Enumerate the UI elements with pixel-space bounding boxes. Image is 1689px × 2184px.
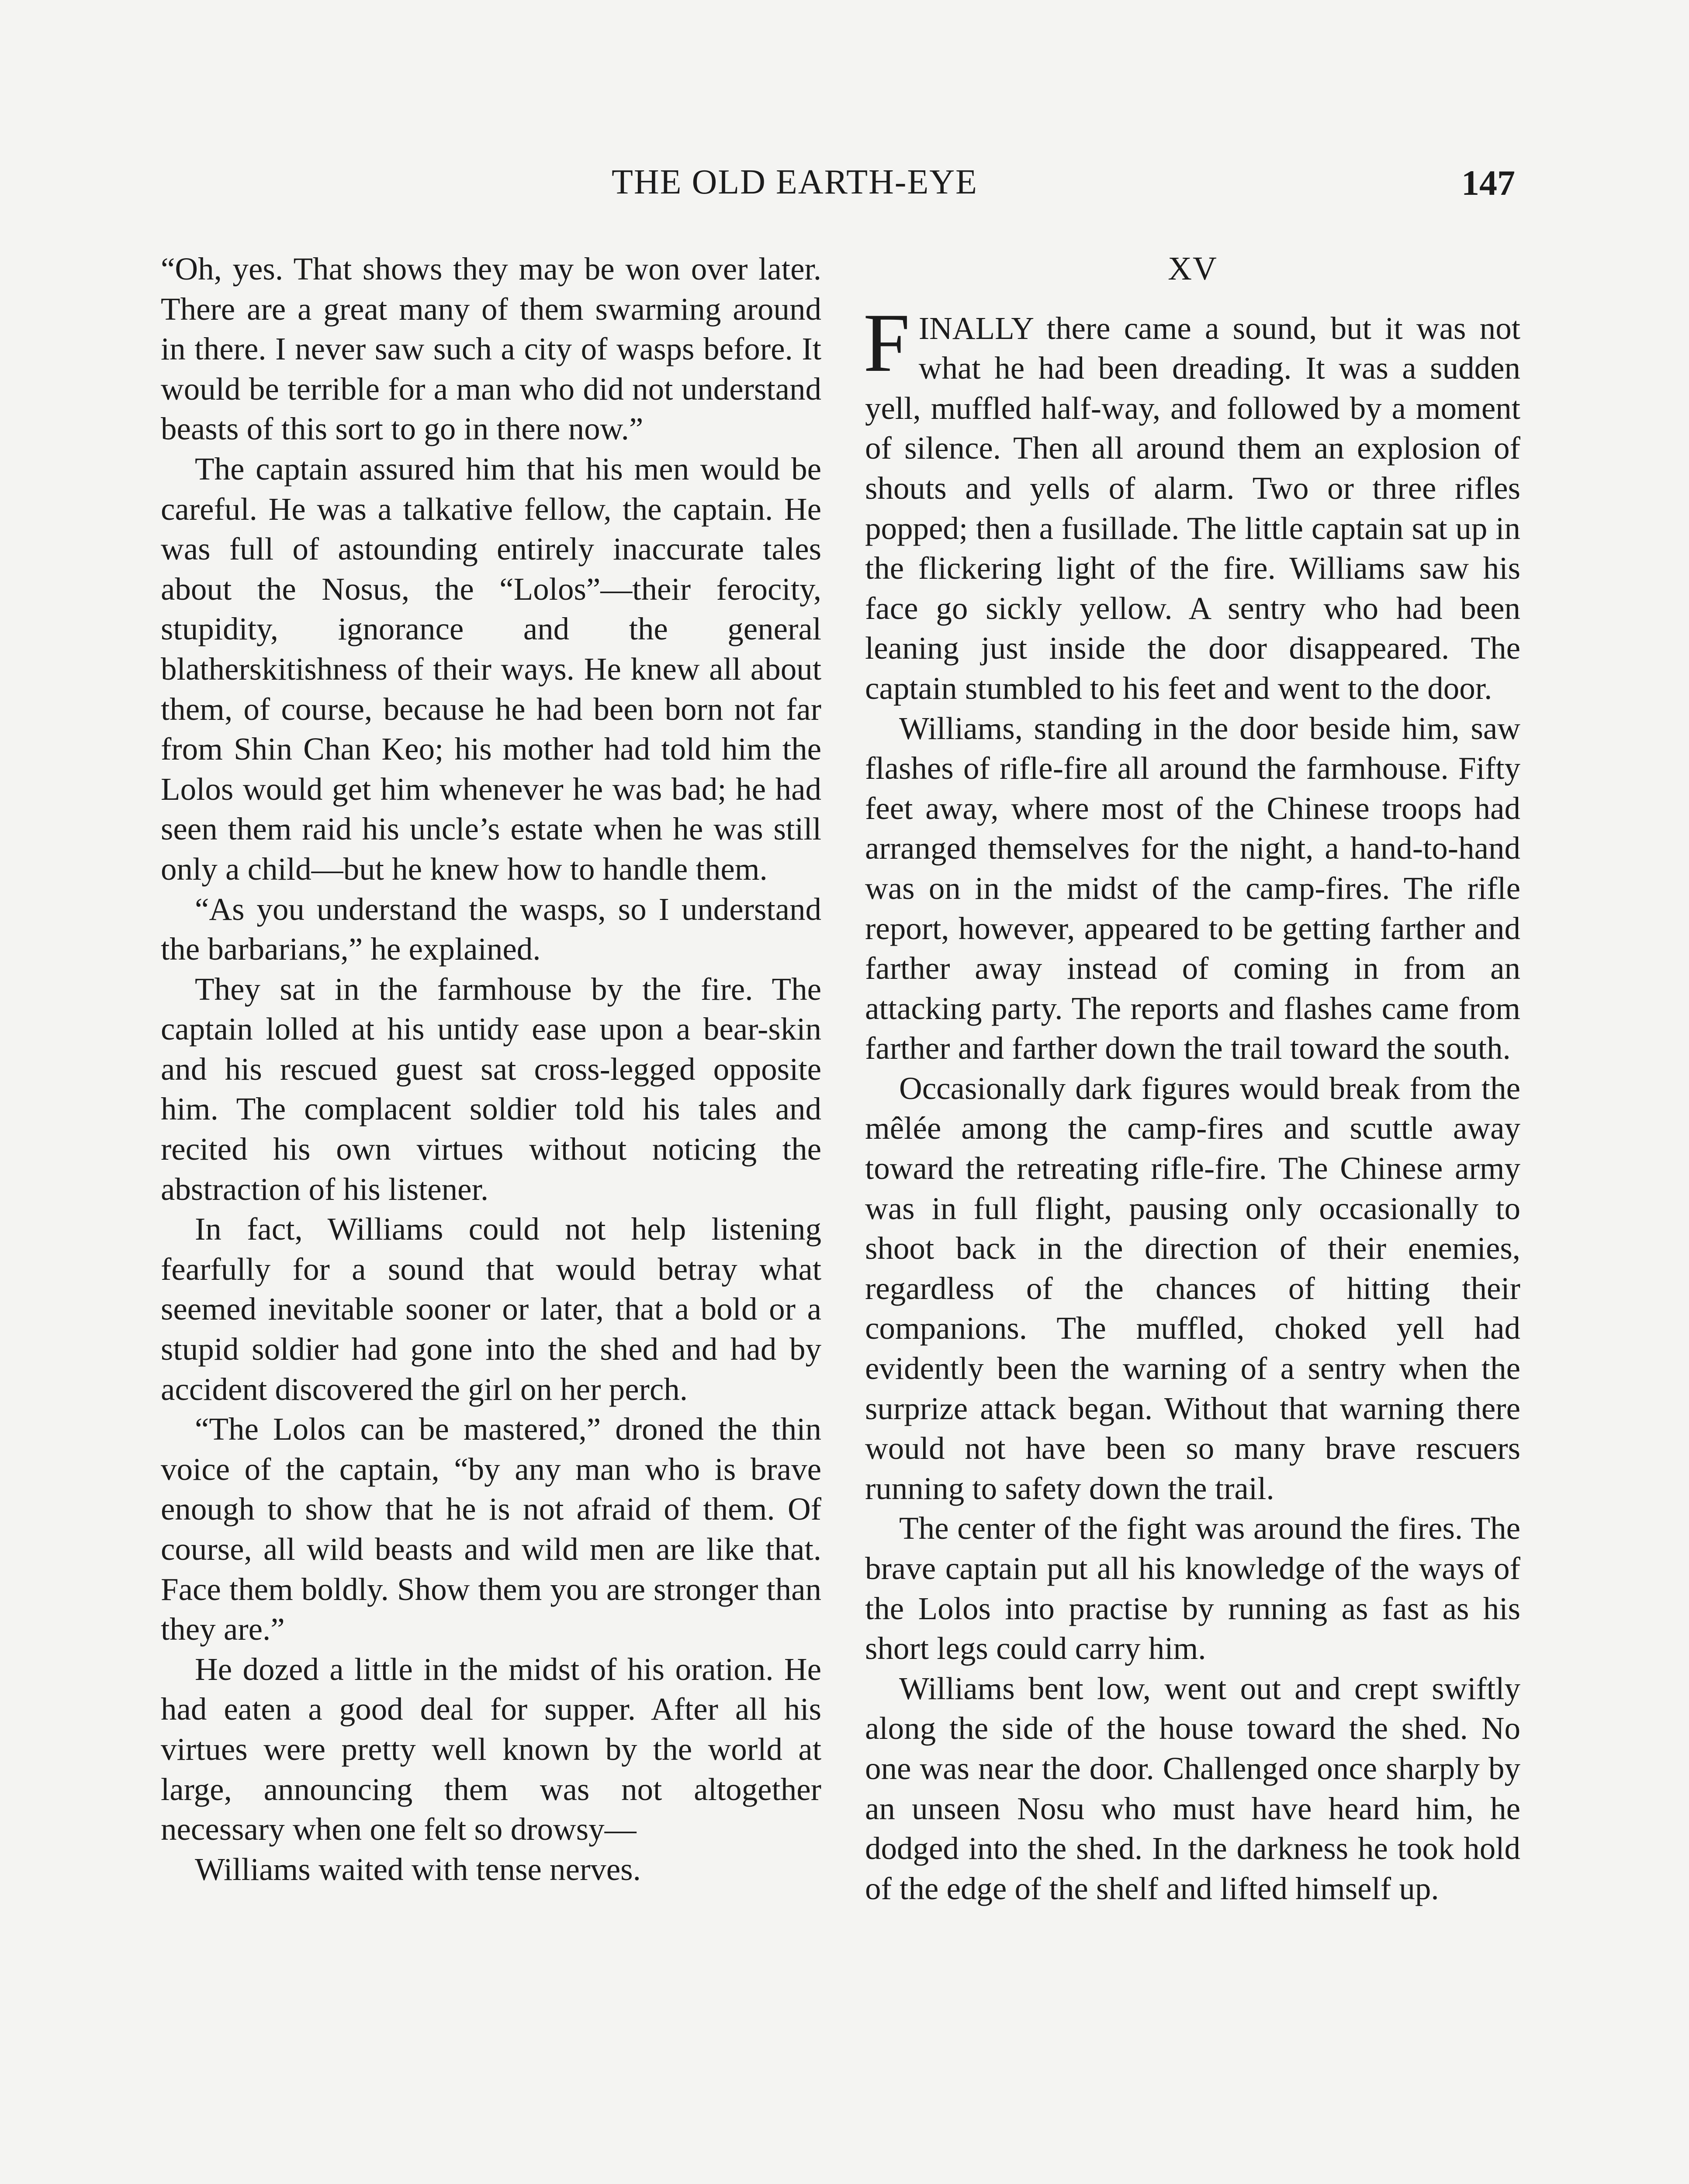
paragraph: The captain assured him that his men would be careful. He was a talkative fellow, the captain. He was full of astounding entirely inaccurate tales about the Nosus, the “Lolos”—their ferocity, stupidity, ignorance and the general blatherskitishness of their ways. He knew all about them, of course, because he had been born not far from Shin Chan Keo; his mother had told him the Lolos would get him whenever he was bad; he had seen them raid his uncle’s estate when he was still only a child—but he knew how to handle them. — [161, 451, 821, 887]
paragraph: They sat in the farmhouse by the fire. The captain lolled at his untidy ease upon a bear-skin and his rescued guest sat cross-legged opposite him. The complacent soldier told his tales and recited his own virtues without noticing the abstraction of his listener. — [161, 971, 821, 1207]
paragraph: The center of the fight was around the fires. The brave captain put all his knowledge of the ways of the Lolos into practise by running as fast as his short legs could carry him. — [865, 1510, 1520, 1666]
chapter-number: XV — [1168, 250, 1218, 287]
paragraph: In fact, Williams could not help listening fearfully for a sound that would betray what seemed inevitable sooner or later, that a bold or a stupid soldier had gone into the shed and had by accident discovered the girl on her perch. — [161, 1211, 821, 1407]
running-title: THE OLD EARTH-EYE — [612, 163, 978, 201]
left-column — [161, 249, 821, 1889]
paragraph: Williams, standing in the door beside him, saw flashes of rifle-fire all around the farmhouse. Fifty feet away, where most of the Chinese troops had arranged themselves for the night, a hand-to-hand was on in the midst of the camp-fires. The rifle report, however, appeared to be getting farther and farther away instead of coming in from an attacking party. The reports and flashes came from farther and farther down the trail toward the south. — [865, 710, 1520, 1066]
right-column — [865, 249, 1520, 1908]
drop-cap: F — [863, 296, 910, 389]
opening-paragraph-text: INALLY there came a sound, but it was not what he had been dreading. It was a sudden yell, muffled half-way, and followed by a moment of silence. Then all around them an explosion of shouts and yells of alarm. Two or three rifles popped; then a fusillade. The little captain sat up in the flickering light of the fire. Williams saw his face go sickly yellow. A sentry who had been leaning just inside the door disappeared. The captain stumbled to his feet and went to the door. — [865, 310, 1520, 706]
paragraph: “As you understand the wasps, so I understand the barbarians,” he explained. — [161, 891, 821, 967]
paragraph: “Oh, yes. That shows they may be won over later. There are a great many of them swarming around in there. I never saw such a city of wasps before. It would be terrible for a man who did not understand beasts of this sort to go in there now.” — [161, 251, 821, 447]
paragraph: “The Lolos can be mastered,” droned the thin voice of the captain, “by any man who is brave enough to show that he is not afraid of them. Of course, all wild beasts and wild men are like that. Face them boldly. Show them you are stronger than they are.” — [161, 1411, 821, 1647]
paragraph: Williams bent low, went out and crept swiftly along the side of the house toward the shed. No one was near the door. Challenged once sharply by an unseen Nosu who must have heard him, he dodged into the shed. In the darkness he took hold of the edge of the shelf and lifted himself up. — [865, 1670, 1520, 1906]
paragraph: Occasionally dark figures would break from the mêlée among the camp-fires and scuttle away toward the retreating rifle-fire. The Chinese army was in full flight, pausing only occasionally to shoot back in the direction of their enemies, regardless of the chances of hitting their companions. The muffled, choked yell had evidently been the warning of a sentry when the surprize attack began. Without that warning there would not have been so many brave rescuers running to safety down the trail. — [865, 1070, 1520, 1506]
page-number: 147 — [1461, 163, 1515, 203]
paragraph: Williams waited with tense nerves. — [195, 1851, 641, 1887]
paragraph: He dozed a little in the midst of his oration. He had eaten a good deal for supper. After all his virtues were pretty well known by the world at large, announcing them was not altogether necessary when one felt so drowsy— — [161, 1651, 821, 1847]
opening-paragraph — [863, 296, 1520, 708]
